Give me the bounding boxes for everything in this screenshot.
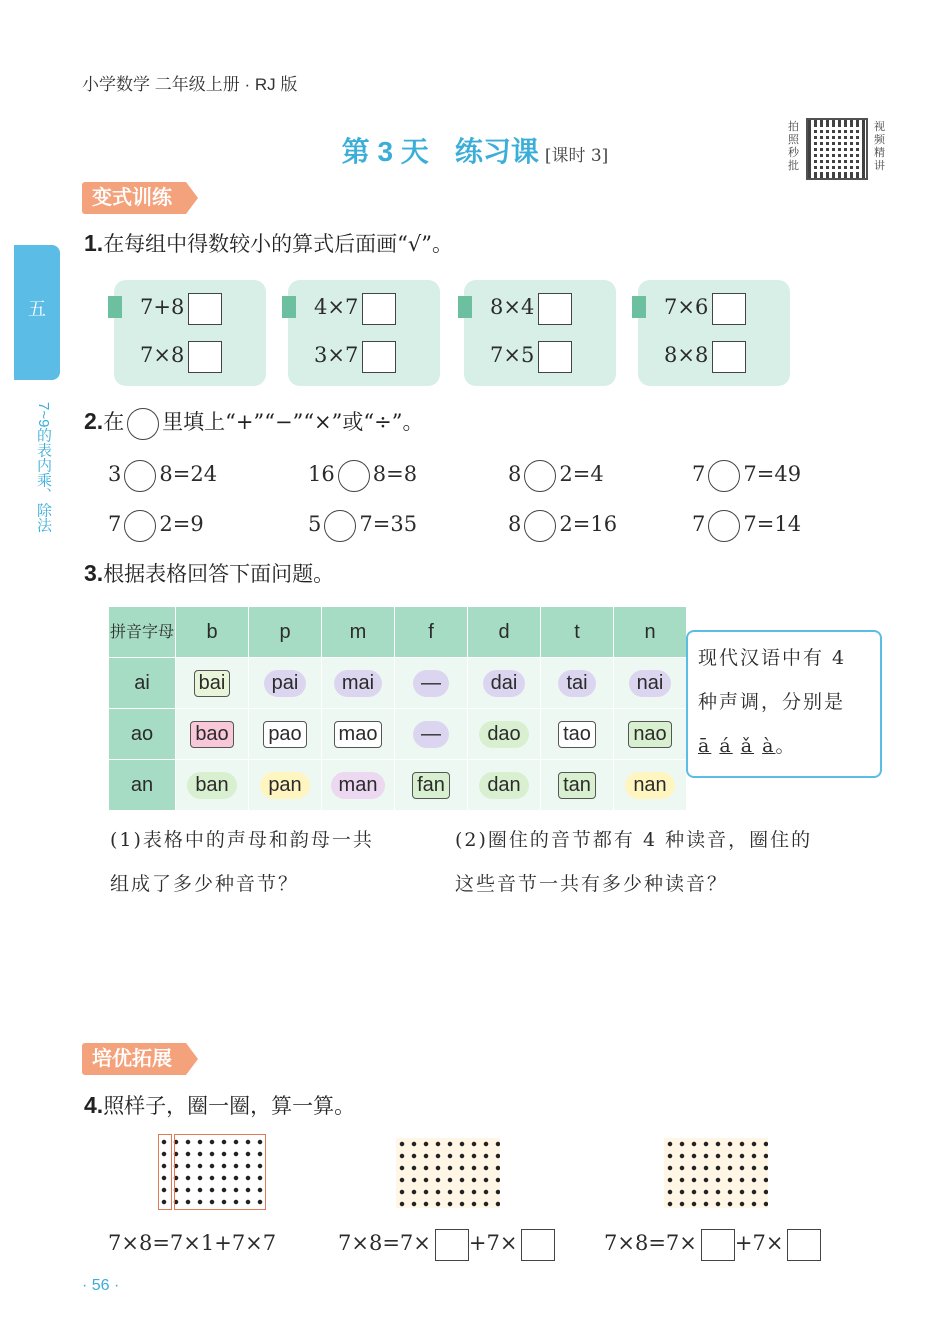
q1-group [114, 280, 266, 386]
section-tag-practice: 变式训练 [82, 182, 186, 214]
table-cell [541, 760, 614, 811]
col-b: b [176, 607, 249, 658]
answer-box[interactable] [188, 341, 222, 373]
q1-expression: 3×7 [314, 343, 359, 367]
table-row [109, 658, 687, 709]
table-cell [614, 658, 687, 709]
chapter-label: 7~9的表内乘、除法 [35, 402, 52, 533]
syllable[interactable]: ban [187, 772, 236, 799]
circle-mark-1 [158, 1134, 172, 1210]
q2-circle-sample [127, 408, 159, 440]
q1-expression-row [664, 338, 746, 372]
syllable[interactable]: bai [194, 670, 231, 697]
table-row [109, 709, 687, 760]
pinyin-table [108, 606, 687, 811]
q3-sub2-line2: 这些音节一共有多少种读音？ [455, 873, 729, 895]
answer-box[interactable] [521, 1229, 555, 1261]
answer-box[interactable] [701, 1229, 735, 1261]
q2-item [108, 506, 204, 542]
q2-left-operand: 3 [108, 462, 122, 486]
answer-box[interactable] [712, 341, 746, 373]
book-header: 小学数学 二年级上册 · RJ 版 [82, 75, 298, 94]
note-tones [698, 724, 880, 768]
answer-box[interactable] [712, 293, 746, 325]
dot-array-example [158, 1136, 266, 1208]
q3-number: 3. [84, 560, 104, 586]
q1-expression-row [140, 290, 222, 324]
col-d: d [468, 607, 541, 658]
pinyin-corner: 拼音字母 [109, 607, 176, 658]
note-line-2: 种声调，分别是 [698, 691, 846, 713]
tone-4: à [762, 735, 776, 757]
q1-expression-row [490, 290, 572, 324]
q2-item [692, 506, 801, 542]
q3-sub1 [110, 818, 374, 906]
col-m: m [322, 607, 395, 658]
q4-text: 照样子，圈一圈，算一算。 [103, 1094, 356, 1118]
q2-left-operand: 7 [108, 512, 122, 536]
table-cell [176, 658, 249, 709]
q2-left-operand: 7 [692, 462, 706, 486]
syllable[interactable]: bao [190, 721, 233, 748]
q2-item [308, 456, 417, 492]
operator-circle[interactable] [524, 460, 556, 492]
q1-text: 在每组中得数较小的算式后面画“√”。 [103, 232, 454, 256]
q2-right-part: 8=24 [159, 462, 218, 486]
qr-left-label: 拍照秒批 [788, 120, 799, 172]
operator-circle[interactable] [708, 460, 740, 492]
answer-box[interactable] [435, 1229, 469, 1261]
syllable[interactable]: mao [334, 721, 383, 748]
q1-expression: 7×6 [664, 295, 709, 319]
tone-3: ǎ [740, 735, 755, 757]
syllable[interactable]: nai [629, 670, 672, 697]
answer-box[interactable] [362, 341, 396, 373]
title-lesson: [课时 3] [544, 146, 609, 166]
syllable[interactable]: dan [479, 772, 528, 799]
syllable[interactable]: — [413, 670, 449, 697]
unit-tab-label: 五 [28, 299, 46, 320]
q2-right-part: 7=49 [743, 462, 802, 486]
table-cell [614, 709, 687, 760]
q2-right-part: 2=9 [159, 512, 204, 536]
qr-code-icon[interactable] [806, 118, 868, 180]
dot-array-2[interactable] [396, 1138, 500, 1208]
q1-expression: 8×8 [664, 343, 709, 367]
table-row [109, 760, 687, 811]
q3-text: 根据表格回答下面问题。 [103, 562, 335, 586]
q1-expression: 7×5 [490, 343, 535, 367]
operator-circle[interactable] [524, 510, 556, 542]
note-end: 。 [775, 735, 797, 757]
table-cell [395, 709, 468, 760]
q3-sub2-line1: (2)圈住的音节都有 4 种读音，圈住的 [455, 829, 813, 851]
section-tag-extension: 培优拓展 [82, 1043, 186, 1075]
q4-prompt [84, 1090, 355, 1120]
q4-eq2 [338, 1225, 555, 1261]
row-header: ai [109, 658, 176, 709]
operator-circle[interactable] [324, 510, 356, 542]
operator-circle[interactable] [708, 510, 740, 542]
q1-expression: 8×4 [490, 295, 535, 319]
page-number: · 56 · [82, 1277, 120, 1294]
q2-prompt [84, 406, 423, 440]
q1-expression: 4×7 [314, 295, 359, 319]
table-cell [322, 658, 395, 709]
q4-eq3-b: +7× [734, 1231, 784, 1255]
col-n: n [614, 607, 687, 658]
row-header: ao [109, 709, 176, 760]
answer-box[interactable] [362, 293, 396, 325]
qr-right-label: 视频精讲 [874, 120, 885, 172]
operator-circle[interactable] [124, 510, 156, 542]
title-name: 练习课 [454, 136, 539, 167]
q4-eq2-a: 7×8=7× [338, 1231, 431, 1255]
q1-prompt [84, 228, 453, 258]
q4-eq3-a: 7×8=7× [604, 1231, 697, 1255]
answer-box[interactable] [538, 293, 572, 325]
q2-item [308, 506, 417, 542]
group-marker [632, 296, 646, 318]
unit-tab[interactable] [14, 245, 60, 380]
q4-eq2-b: +7× [468, 1231, 518, 1255]
syllable[interactable]: — [413, 721, 449, 748]
syllable[interactable]: tao [558, 721, 596, 748]
table-cell [614, 760, 687, 811]
syllable[interactable]: mai [334, 670, 382, 697]
table-cell [468, 709, 541, 760]
q1-group [288, 280, 440, 386]
group-marker [282, 296, 296, 318]
q3-sub1-line1: (1)表格中的声母和韵母一共 [110, 829, 374, 851]
syllable[interactable]: nao [628, 721, 671, 748]
q1-expression-row [314, 338, 396, 372]
q3-prompt [84, 558, 334, 588]
syllable[interactable]: tai [558, 670, 595, 697]
q1-expression-row [140, 338, 222, 372]
table-cell [468, 760, 541, 811]
pinyin-header-row [109, 607, 687, 658]
q2-right-part: 2=4 [559, 462, 604, 486]
q2-left-operand: 7 [692, 512, 706, 536]
q3-sub2 [455, 818, 812, 906]
q2-left-operand: 8 [508, 462, 522, 486]
col-f: f [395, 607, 468, 658]
col-t: t [541, 607, 614, 658]
row-header: an [109, 760, 176, 811]
operator-circle[interactable] [124, 460, 156, 492]
table-cell [176, 709, 249, 760]
q3-sub1-line2: 组成了多少种音节？ [110, 873, 300, 895]
q4-number: 4. [84, 1092, 104, 1118]
syllable[interactable]: pao [263, 721, 306, 748]
note-line-1: 现代汉语中有 4 [698, 647, 847, 669]
q1-expression-row [314, 290, 396, 324]
syllable[interactable]: nan [625, 772, 674, 799]
tone-2: á [719, 735, 733, 757]
q2-right-part: 8=8 [372, 462, 418, 486]
q2-right-part: 7=35 [359, 512, 418, 536]
tone-1: ā [698, 735, 712, 757]
table-cell [322, 760, 395, 811]
operator-circle[interactable] [338, 460, 370, 492]
table-cell [176, 760, 249, 811]
q1-group [464, 280, 616, 386]
q2-text-a: 在 [103, 410, 125, 434]
title-day: 第 3 天 [341, 136, 429, 167]
syllable[interactable]: man [331, 772, 386, 799]
q2-item [508, 456, 604, 492]
table-cell [395, 658, 468, 709]
q1-expression: 7×8 [140, 343, 185, 367]
table-cell [541, 709, 614, 760]
table-cell [468, 658, 541, 709]
q2-left-operand: 16 [308, 462, 335, 486]
q2-right-part: 2=16 [559, 512, 618, 536]
answer-box[interactable] [188, 293, 222, 325]
table-cell [395, 760, 468, 811]
q2-left-operand: 5 [308, 512, 322, 536]
table-cell [249, 709, 322, 760]
q1-expression-row [664, 290, 746, 324]
syllable[interactable]: tan [558, 772, 596, 799]
q4-eq1: 7×8=7×1+7×7 [108, 1231, 277, 1255]
q2-text-b: 里填上“+”“−”“×”或“÷”。 [162, 410, 424, 434]
q4-eq3 [604, 1225, 821, 1261]
syllable[interactable]: dai [483, 670, 526, 697]
syllable[interactable]: fan [412, 772, 450, 799]
q1-expression-row [490, 338, 572, 372]
tone-note [686, 630, 882, 778]
q2-item [508, 506, 617, 542]
syllable[interactable]: dao [479, 721, 528, 748]
answer-box[interactable] [538, 341, 572, 373]
syllable[interactable]: pai [264, 670, 307, 697]
dot-array-3[interactable] [664, 1138, 768, 1208]
table-cell [322, 709, 395, 760]
q2-number: 2. [84, 408, 104, 434]
group-marker [108, 296, 122, 318]
group-marker [458, 296, 472, 318]
col-p: p [249, 607, 322, 658]
q2-item [108, 456, 217, 492]
q2-item [692, 456, 801, 492]
q1-expression: 7+8 [140, 295, 185, 319]
q1-number: 1. [84, 230, 104, 256]
q2-right-part: 7=14 [743, 512, 802, 536]
table-cell [249, 760, 322, 811]
syllable[interactable]: pan [260, 772, 309, 799]
table-cell [541, 658, 614, 709]
q2-left-operand: 8 [508, 512, 522, 536]
q1-group [638, 280, 790, 386]
answer-box[interactable] [787, 1229, 821, 1261]
circle-mark-2 [174, 1134, 266, 1210]
table-cell [249, 658, 322, 709]
